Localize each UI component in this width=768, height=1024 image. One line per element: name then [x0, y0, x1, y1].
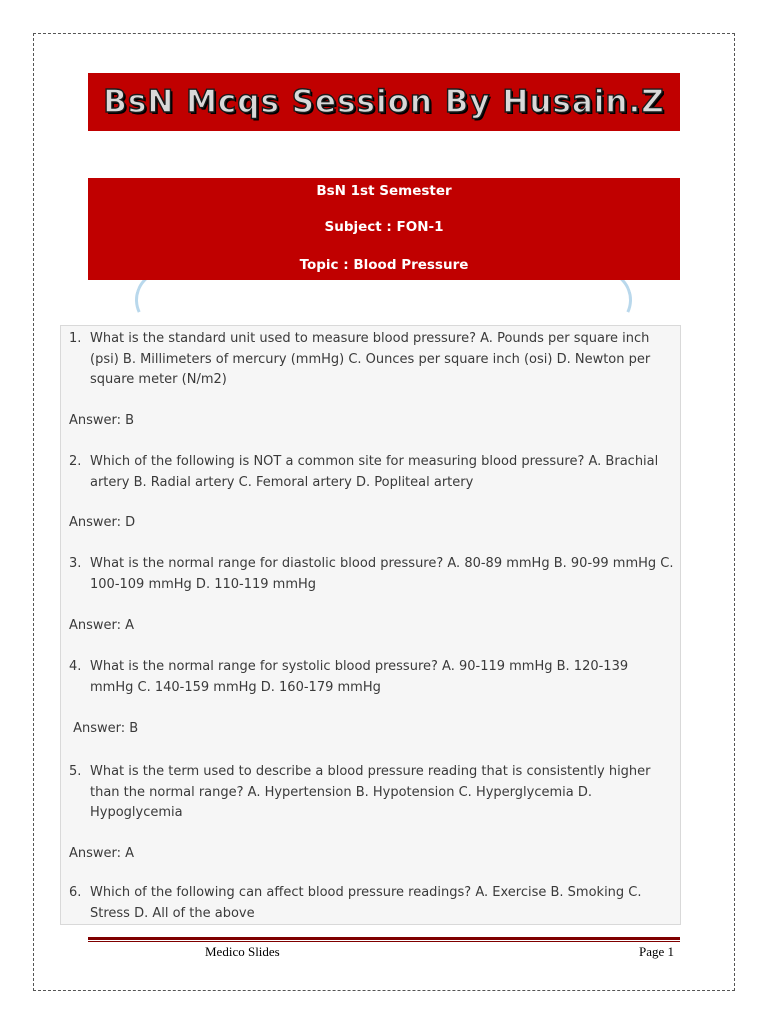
answer-text: Answer: B: [69, 413, 135, 428]
question-text: What is the term used to describe a blood pressure reading that is consistently higher than the normal range? A. Hypertension B. Hypotension C. Hyperglycemia D. Hypoglycemia: [90, 764, 651, 820]
question-number: 4.: [69, 659, 82, 674]
subject-banner: [88, 178, 680, 280]
question-number: 6.: [69, 885, 82, 900]
answer-text: Answer: A: [69, 618, 135, 633]
question-text: What is the normal range for systolic blood pressure? A. 90-119 mmHg B. 120-139 mmHg C. 140-159 mmHg D. 160-179 mmHg: [90, 659, 629, 695]
question-item: [69, 452, 675, 493]
subject-label: Subject : FON-1: [324, 219, 444, 235]
answer-text: Answer: A: [69, 846, 135, 861]
document-title: BsN Mcqs Session By Husain.Z: [103, 84, 665, 120]
answer-text: Answer: D: [69, 515, 136, 530]
question-item: [69, 883, 675, 924]
question-text: What is the normal range for diastolic blood pressure? A. 80-89 mmHg B. 90-99 mmHg C. 100-109 mmHg D. 110-119 mmHg: [90, 556, 674, 592]
question-text: Which of the following can affect blood pressure readings? A. Exercise B. Smoking C. Stress D. All of the above: [90, 885, 642, 921]
question-item: [69, 657, 675, 698]
page-number: Page 1: [639, 944, 675, 959]
footer-left-text: Medico Slides: [205, 944, 280, 959]
mcq-content: [60, 325, 681, 925]
question-number: 5.: [69, 764, 82, 779]
topic-label: Topic : Blood Pressure: [299, 257, 469, 273]
footer-rule: [88, 937, 680, 940]
footer-rule-thin: [88, 941, 680, 942]
question-item: [69, 554, 675, 595]
question-number: 2.: [69, 454, 82, 469]
answer-text: Answer: B: [69, 721, 139, 736]
question-text: Which of the following is NOT a common site for measuring blood pressure? A. Brachial artery B. Radial artery C. Femoral artery D. Popliteal artery: [90, 454, 659, 490]
semester-label: BsN 1st Semester: [316, 183, 452, 199]
title-banner: [88, 73, 680, 131]
question-number: 1.: [69, 331, 82, 346]
question-text: What is the standard unit used to measure blood pressure? A. Pounds per square inch (psi) B. Millimeters of mercury (mmHg) C. Ounces per square inch (osi) D. Newton per square meter (N/m2): [90, 331, 651, 387]
question-item: [69, 329, 675, 391]
question-number: 3.: [69, 556, 82, 571]
question-item: [69, 762, 675, 824]
